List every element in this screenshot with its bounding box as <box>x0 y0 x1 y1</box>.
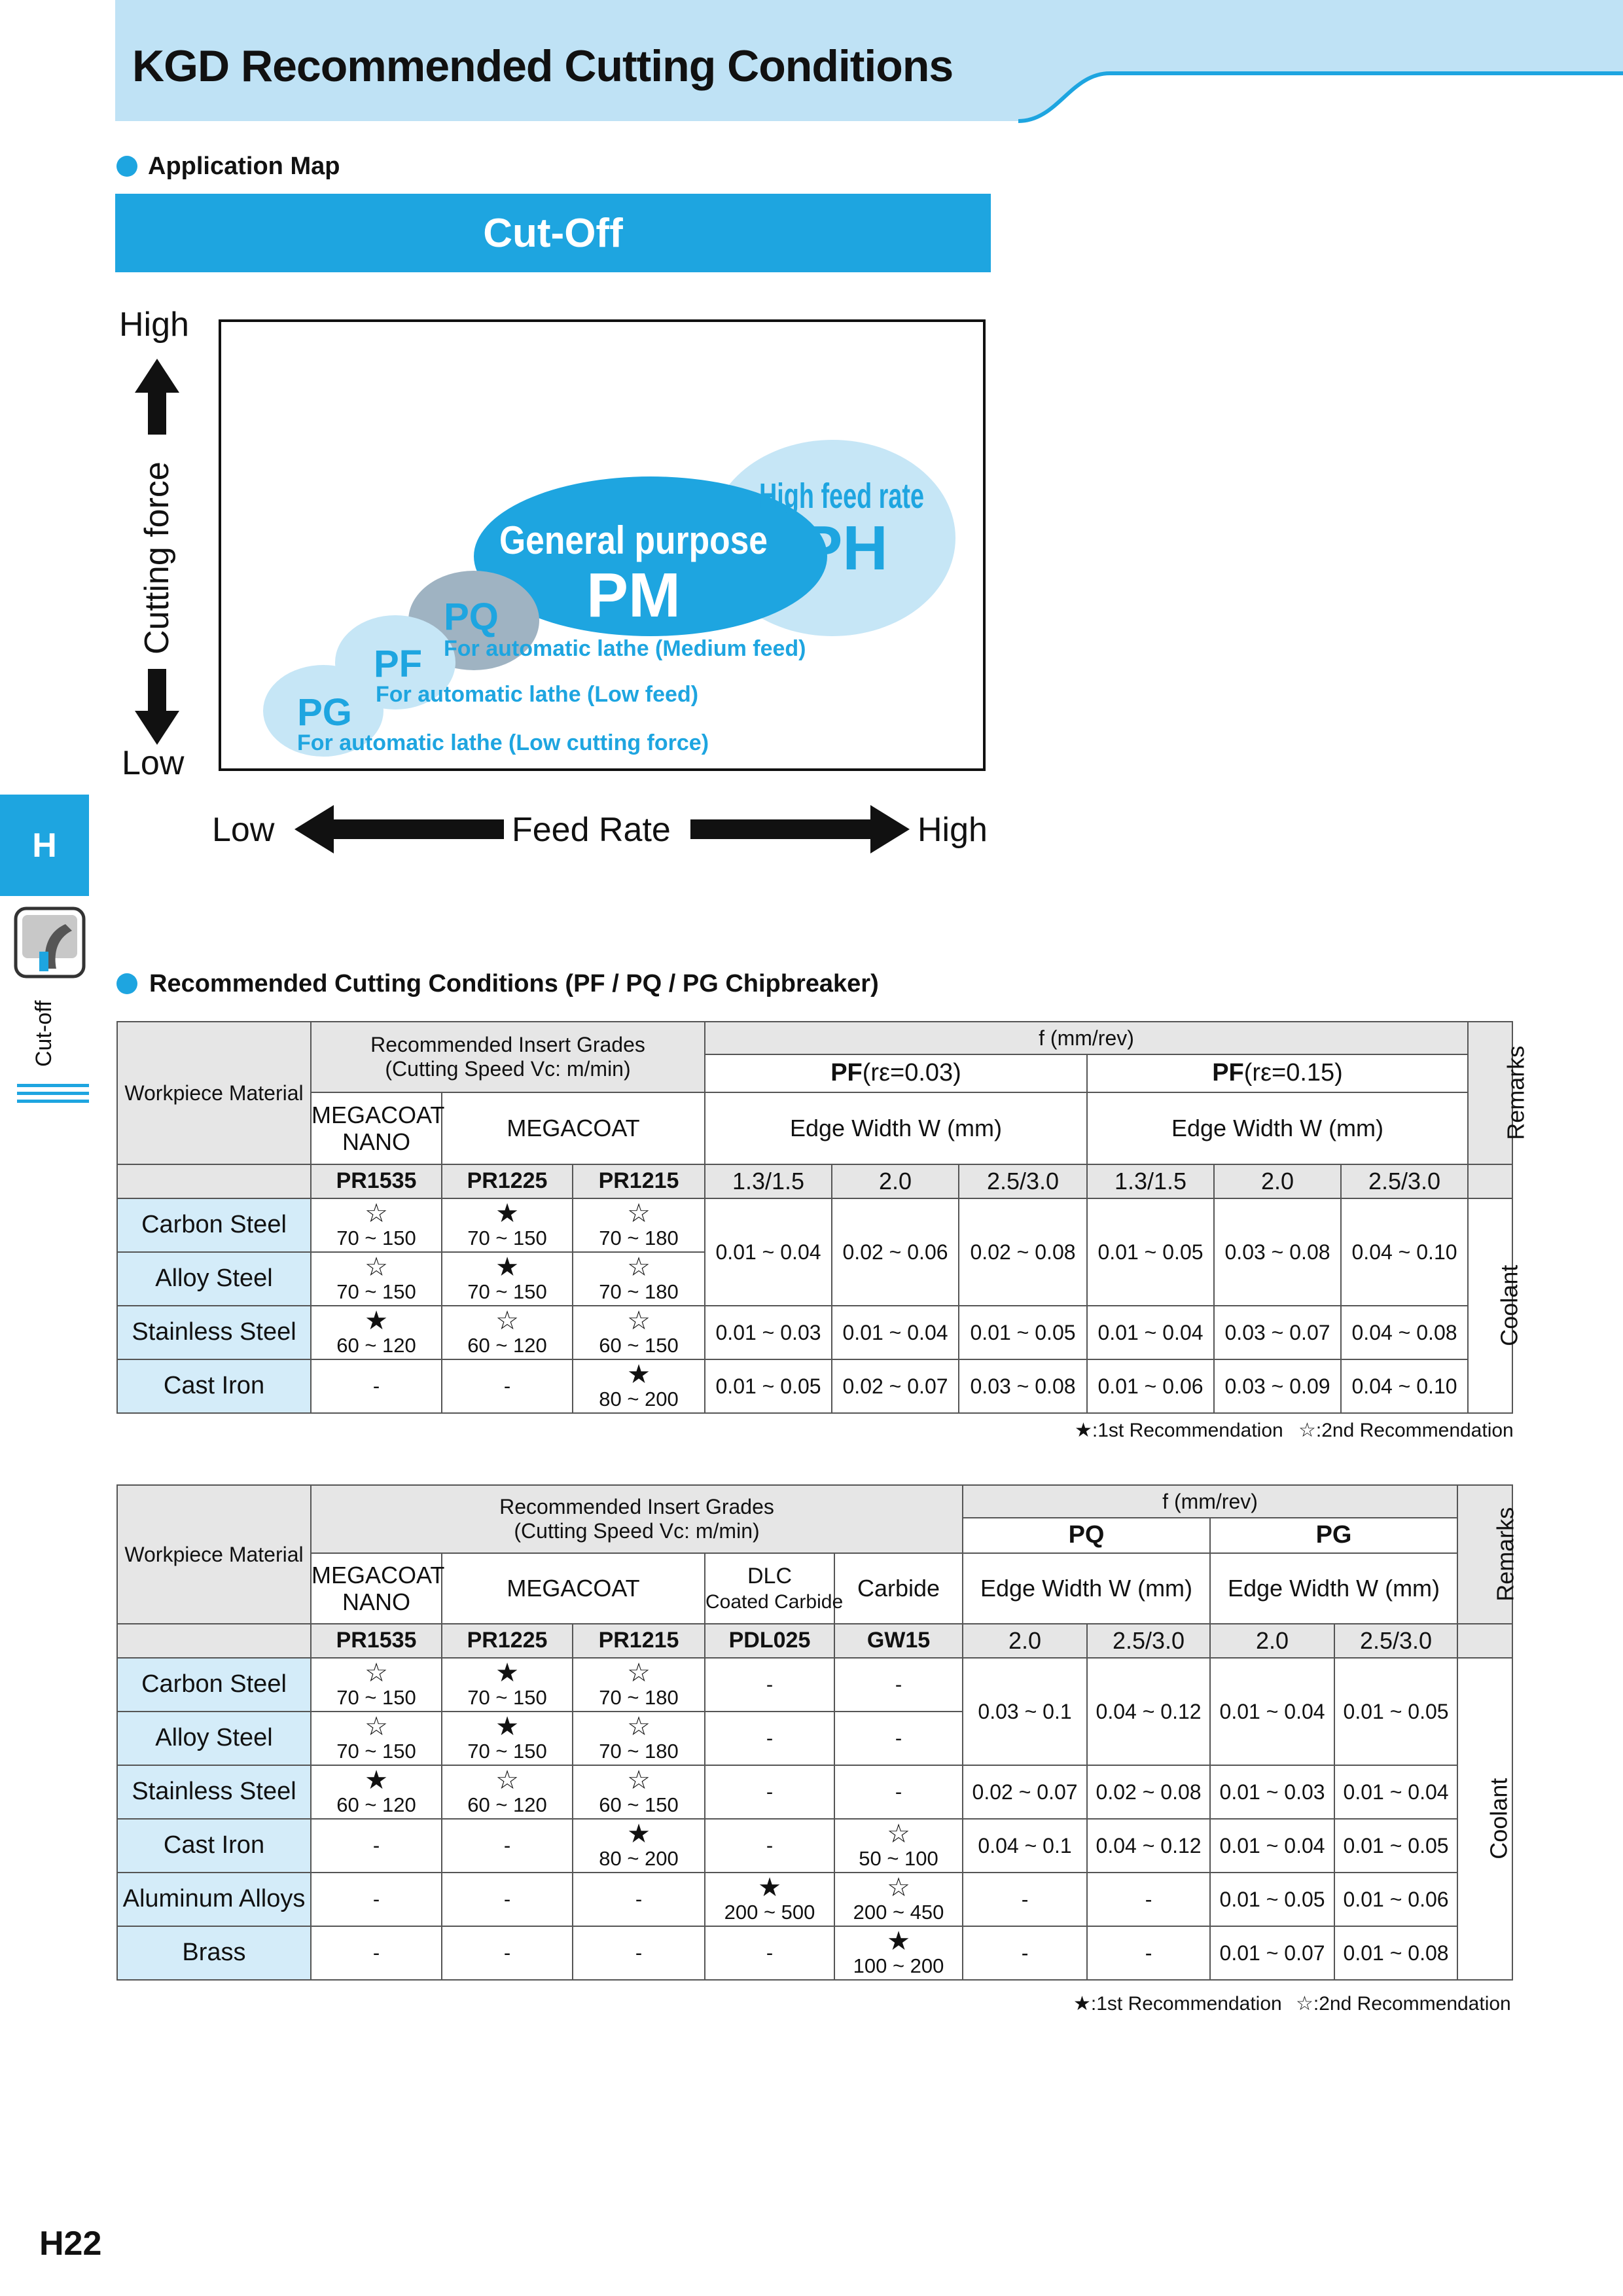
grade-cell: - <box>705 1926 834 1980</box>
legend-second: ☆:2nd Recommendation <box>1296 1993 1511 2015</box>
width-col: 2.5/3.0 <box>959 1164 1087 1198</box>
grade-cell: - <box>311 1926 442 1980</box>
y-axis-high: High <box>119 306 189 344</box>
feed-cell: 0.02 ~ 0.06 <box>832 1198 959 1306</box>
grade-pr1225: PR1225 <box>442 1164 573 1198</box>
legend-first: ★:1st Recommendation <box>1073 1993 1282 2015</box>
remarks-header: Remarks <box>1468 1022 1512 1164</box>
material-cell: Alloy Steel <box>117 1712 311 1765</box>
feed-cell: - <box>963 1873 1087 1926</box>
feed-cell: 0.01 ~ 0.05 <box>1087 1198 1214 1306</box>
grade-pr1215: PR1215 <box>573 1624 705 1658</box>
coating-megacoat-nano: MEGACOAT NANO <box>311 1092 442 1164</box>
material-cell: Cast Iron <box>117 1819 311 1873</box>
side-tab-letter[interactable]: H <box>0 795 89 896</box>
feed-cell: 0.01 ~ 0.05 <box>959 1306 1087 1359</box>
edge-width-header: Edge Width W (mm) <box>963 1553 1210 1624</box>
pq-description: For automatic lathe (Medium feed) <box>444 636 806 661</box>
workpiece-spacer <box>117 1624 311 1658</box>
grade-cell: ★ 60 ~ 120 <box>311 1306 442 1359</box>
grade-cell: - <box>705 1819 834 1873</box>
grade-cell: ☆ 60 ~ 120 <box>442 1306 573 1359</box>
page-title: KGD Recommended Cutting Conditions <box>132 41 954 91</box>
feed-cell: 0.01 ~ 0.05 <box>1334 1658 1457 1765</box>
feed-cell: 0.01 ~ 0.04 <box>1087 1306 1214 1359</box>
width-col: 2.5/3.0 <box>1341 1164 1468 1198</box>
cut-off-banner: Cut-Off <box>115 194 991 272</box>
width-col: 2.0 <box>832 1164 959 1198</box>
grade-gw15: GW15 <box>834 1624 963 1658</box>
grade-cell: - <box>311 1873 442 1926</box>
pf-code: PF <box>373 643 423 685</box>
table-row <box>117 1765 1512 1819</box>
feed-cell: - <box>1087 1873 1210 1926</box>
pf-description: For automatic lathe (Low feed) <box>376 682 699 707</box>
table-row <box>117 1926 1512 1980</box>
remarks-spacer <box>1457 1624 1512 1658</box>
coating-megacoat-nano: MEGACOAT NANO <box>311 1553 442 1624</box>
table-row <box>117 1306 1512 1359</box>
feed-cell: 0.04 ~ 0.12 <box>1087 1819 1210 1873</box>
grade-cell: ☆ 60 ~ 120 <box>442 1765 573 1819</box>
arrow-down-icon <box>135 669 179 745</box>
feed-cell: 0.02 ~ 0.07 <box>832 1359 959 1413</box>
grade-cell: - <box>834 1658 963 1712</box>
feed-cell: 0.03 ~ 0.1 <box>963 1658 1087 1765</box>
grades-header: Recommended Insert Grades (Cutting Speed Vc: m/min) <box>311 1485 963 1553</box>
feed-cell: 0.02 ~ 0.08 <box>1087 1765 1210 1819</box>
workpiece-header: Workpiece Material <box>117 1022 311 1164</box>
cut-off-tool-icon <box>13 906 86 979</box>
pg-description: For automatic lathe (Low cutting force) <box>297 730 709 755</box>
grade-cell: ☆ 70 ~ 180 <box>573 1198 705 1252</box>
grade-cell: - <box>573 1926 705 1980</box>
y-axis-low: Low <box>122 744 185 782</box>
width-col: 2.5/3.0 <box>1087 1624 1210 1658</box>
width-col: 1.3/1.5 <box>1087 1164 1214 1198</box>
cutting-conditions-table-pf <box>116 1021 1529 1414</box>
edge-width-header: Edge Width W (mm) <box>1210 1553 1457 1624</box>
feed-header: f (mm/rev) <box>705 1022 1468 1054</box>
chipbreaker-pf-003: PF(rε=0.03) <box>705 1054 1087 1092</box>
remarks-header: Remarks <box>1457 1485 1512 1624</box>
material-cell: Carbon Steel <box>117 1658 311 1712</box>
width-col: 2.5/3.0 <box>1334 1624 1457 1658</box>
material-cell: Carbon Steel <box>117 1198 311 1252</box>
grade-cell: ☆ 70 ~ 180 <box>573 1658 705 1712</box>
feed-cell: 0.04 ~ 0.10 <box>1341 1198 1468 1306</box>
grade-pr1535: PR1535 <box>311 1624 442 1658</box>
remarks-cell: Coolant <box>1468 1198 1512 1413</box>
edge-width-header: Edge Width W (mm) <box>705 1092 1087 1164</box>
material-cell: Aluminum Alloys <box>117 1873 311 1926</box>
feed-cell: 0.04 ~ 0.1 <box>963 1819 1087 1873</box>
grade-cell: - <box>442 1359 573 1413</box>
grade-cell: ★ 80 ~ 200 <box>573 1359 705 1413</box>
edge-width-header: Edge Width W (mm) <box>1087 1092 1468 1164</box>
grade-cell: ☆ 70 ~ 150 <box>311 1712 442 1765</box>
feed-cell: - <box>1087 1926 1210 1980</box>
grade-cell: - <box>442 1926 573 1980</box>
grade-cell: ★ 60 ~ 120 <box>311 1765 442 1819</box>
table-row <box>117 1359 1512 1413</box>
coating-carbide: Carbide <box>834 1553 963 1624</box>
material-cell: Alloy Steel <box>117 1252 311 1306</box>
grade-cell: - <box>705 1712 834 1765</box>
grade-cell: - <box>834 1712 963 1765</box>
width-col: 2.0 <box>1214 1164 1341 1198</box>
feed-cell: 0.03 ~ 0.08 <box>959 1359 1087 1413</box>
feed-cell: 0.01 ~ 0.08 <box>1334 1926 1457 1980</box>
feed-cell: 0.04 ~ 0.12 <box>1087 1658 1210 1765</box>
legend-second: ☆:2nd Recommendation <box>1298 1420 1514 1441</box>
chipbreaker-pg: PG <box>1210 1518 1457 1553</box>
grades-header: Recommended Insert Grades (Cutting Speed Vc: m/min) <box>311 1022 705 1092</box>
grade-cell: ★ 200 ~ 500 <box>705 1873 834 1926</box>
remarks-cell: Coolant <box>1457 1658 1512 1980</box>
section-bullet <box>116 973 137 994</box>
grade-cell: ★ 80 ~ 200 <box>573 1819 705 1873</box>
arrow-right-icon <box>690 805 910 853</box>
feed-cell: 0.01 ~ 0.06 <box>1334 1873 1457 1926</box>
grade-cell: - <box>705 1765 834 1819</box>
grade-cell: - <box>705 1658 834 1712</box>
grade-cell: - <box>573 1873 705 1926</box>
pg-code: PG <box>297 691 352 734</box>
remarks-spacer <box>1468 1164 1512 1198</box>
coating-dlc: DLC Coated Carbide <box>705 1553 834 1624</box>
grade-cell: ☆ 60 ~ 150 <box>573 1306 705 1359</box>
material-cell: Brass <box>117 1926 311 1980</box>
grade-cell: ★ 70 ~ 150 <box>442 1658 573 1712</box>
width-col: 2.0 <box>963 1624 1087 1658</box>
grade-cell: ★ 70 ~ 150 <box>442 1712 573 1765</box>
grade-cell: ☆ 60 ~ 150 <box>573 1765 705 1819</box>
feed-cell: 0.01 ~ 0.04 <box>1210 1658 1334 1765</box>
section-title-application-map: Application Map <box>148 152 340 180</box>
legend-first: ★:1st Recommendation <box>1075 1420 1283 1441</box>
arrow-left-icon <box>294 805 504 853</box>
grade-cell: ★ 100 ~ 200 <box>834 1926 963 1980</box>
grade-cell: ☆ 70 ~ 180 <box>573 1252 705 1306</box>
table-row <box>117 1819 1512 1873</box>
pm-description: General purpose <box>499 518 768 562</box>
width-col: 2.0 <box>1210 1624 1334 1658</box>
feed-cell: 0.01 ~ 0.05 <box>1210 1873 1334 1926</box>
feed-cell: 0.04 ~ 0.10 <box>1341 1359 1468 1413</box>
feed-cell: 0.01 ~ 0.06 <box>1087 1359 1214 1413</box>
feed-header: f (mm/rev) <box>963 1485 1457 1518</box>
x-axis-low: Low <box>212 811 275 849</box>
feed-cell: 0.03 ~ 0.08 <box>1214 1198 1341 1306</box>
grade-cell: ☆ 70 ~ 150 <box>311 1658 442 1712</box>
side-tab-category: Cut-off <box>31 1000 56 1067</box>
grade-cell: ☆ 70 ~ 150 <box>311 1252 442 1306</box>
grade-cell: - <box>442 1819 573 1873</box>
grade-cell: ★ 70 ~ 150 <box>442 1198 573 1252</box>
side-rule <box>17 1100 89 1103</box>
feed-cell: 0.01 ~ 0.03 <box>1210 1765 1334 1819</box>
grade-cell: - <box>311 1819 442 1873</box>
feed-cell: - <box>963 1926 1087 1980</box>
arrow-up-icon <box>135 359 179 435</box>
cutting-conditions-table-pq-pg <box>116 1484 1519 1981</box>
application-map <box>0 0 1623 916</box>
x-axis-high: High <box>918 811 988 849</box>
grade-cell: ☆ 200 ~ 450 <box>834 1873 963 1926</box>
feed-cell: 0.01 ~ 0.03 <box>705 1306 832 1359</box>
grade-cell: - <box>834 1765 963 1819</box>
ph-code: PH <box>800 513 888 583</box>
pm-code: PM <box>586 560 681 630</box>
table-row <box>117 1658 1512 1712</box>
grade-cell: ☆ 70 ~ 150 <box>311 1198 442 1252</box>
width-col: 1.3/1.5 <box>705 1164 832 1198</box>
feed-cell: 0.01 ~ 0.04 <box>1210 1819 1334 1873</box>
material-cell: Stainless Steel <box>117 1765 311 1819</box>
feed-cell: 0.01 ~ 0.04 <box>1334 1765 1457 1819</box>
x-axis-label: Feed Rate <box>512 811 671 849</box>
grade-cell: - <box>311 1359 442 1413</box>
feed-cell: 0.02 ~ 0.08 <box>959 1198 1087 1306</box>
grade-cell: ★ 70 ~ 150 <box>442 1252 573 1306</box>
feed-cell: 0.01 ~ 0.07 <box>1210 1926 1334 1980</box>
grade-pr1215: PR1215 <box>573 1164 705 1198</box>
feed-cell: 0.03 ~ 0.09 <box>1214 1359 1341 1413</box>
section-title-cutting-conditions: Recommended Cutting Conditions (PF / PQ / PG Chipbreaker) <box>149 970 879 997</box>
grade-pr1225: PR1225 <box>442 1624 573 1658</box>
grade-pr1535: PR1535 <box>311 1164 442 1198</box>
feed-cell: 0.04 ~ 0.08 <box>1341 1306 1468 1359</box>
ph-description: High feed rate <box>759 476 924 516</box>
feed-cell: 0.01 ~ 0.05 <box>1334 1819 1457 1873</box>
grade-cell: ☆ 50 ~ 100 <box>834 1819 963 1873</box>
feed-cell: 0.03 ~ 0.07 <box>1214 1306 1341 1359</box>
workpiece-header: Workpiece Material <box>117 1485 311 1624</box>
grade-cell: - <box>442 1873 573 1926</box>
page-number: H22 <box>39 2225 102 2263</box>
feed-cell: 0.01 ~ 0.04 <box>832 1306 959 1359</box>
y-axis-label: Cutting force <box>138 461 176 655</box>
chipbreaker-pq: PQ <box>963 1518 1210 1553</box>
coating-megacoat: MEGACOAT <box>442 1092 705 1164</box>
table-row <box>117 1873 1512 1926</box>
feed-cell: 0.01 ~ 0.04 <box>705 1198 832 1306</box>
feed-cell: 0.01 ~ 0.05 <box>705 1359 832 1413</box>
chipbreaker-pf-015: PF(rε=0.15) <box>1087 1054 1468 1092</box>
material-cell: Cast Iron <box>117 1359 311 1413</box>
pq-code: PQ <box>444 596 499 638</box>
material-cell: Stainless Steel <box>117 1306 311 1359</box>
side-rule <box>17 1084 89 1087</box>
feed-cell: 0.02 ~ 0.07 <box>963 1765 1087 1819</box>
coating-megacoat: MEGACOAT <box>442 1553 705 1624</box>
grade-pdl025: PDL025 <box>705 1624 834 1658</box>
workpiece-spacer <box>117 1164 311 1198</box>
side-rule <box>17 1092 89 1095</box>
grade-cell: ☆ 70 ~ 180 <box>573 1712 705 1765</box>
table-row <box>117 1198 1512 1252</box>
